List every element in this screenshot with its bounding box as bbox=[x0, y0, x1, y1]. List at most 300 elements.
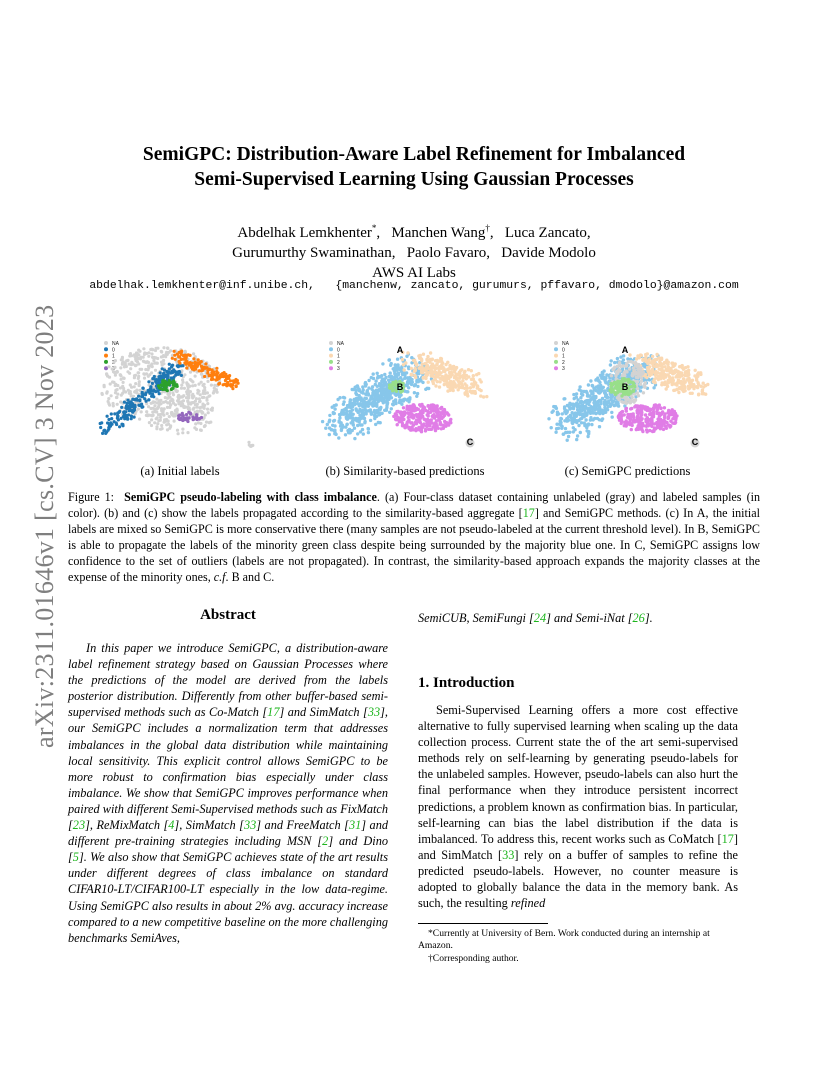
scatter-point bbox=[455, 373, 458, 376]
scatter-point bbox=[156, 416, 159, 419]
scatter-point bbox=[446, 412, 449, 415]
scatter-point bbox=[443, 420, 446, 423]
scatter-point bbox=[632, 400, 635, 403]
scatter-point bbox=[563, 407, 566, 410]
scatter-point bbox=[321, 420, 324, 423]
scatter-point bbox=[438, 380, 441, 383]
scatter-point bbox=[616, 380, 619, 383]
scatter-point bbox=[599, 389, 602, 392]
scatter-point bbox=[220, 373, 223, 376]
scatter-point bbox=[177, 397, 180, 400]
scatter-point bbox=[628, 367, 631, 370]
scatter-point bbox=[679, 386, 682, 389]
scatter-point bbox=[640, 409, 643, 412]
citation-link[interactable]: 2 bbox=[322, 834, 329, 849]
scatter-point bbox=[218, 375, 221, 378]
scatter-point bbox=[547, 417, 550, 420]
legend-swatch bbox=[554, 366, 558, 370]
scatter-point bbox=[147, 405, 150, 408]
legend-label: 1 bbox=[562, 353, 565, 360]
scatter-point bbox=[640, 354, 643, 357]
subcaption-b: (b) Similarity-based predictions bbox=[325, 464, 485, 478]
scatter-point bbox=[561, 412, 564, 415]
figure-caption-text: ] and SemiGPC methods. (c) In A, the initial labels are mixed so SemiGPC is more conservative there (many samples are not pseudo-labeled at the current threshold level). In B, SemiGPC is able to propagate the labels of the minority green class despite being surrounded by the majority blue one. In C, SemiGPC assigns low confidence to the set of outliers (labels are not propagated). In contrast, the similarity-based approach expands the majority classes at the expense of the minority ones, bbox=[68, 506, 760, 584]
scatter-point bbox=[227, 377, 230, 380]
scatter-point bbox=[347, 404, 350, 407]
citation-link[interactable]: 31 bbox=[348, 818, 362, 833]
title-line-1: SemiGPC: Distribution-Aware Label Refinement for Imbalanced bbox=[142, 144, 686, 165]
scatter-point bbox=[137, 375, 140, 378]
scatter-point bbox=[342, 396, 345, 399]
scatter-point bbox=[150, 424, 153, 427]
scatter-point bbox=[427, 360, 430, 363]
scatter-point bbox=[383, 373, 386, 376]
scatter-point bbox=[163, 369, 166, 372]
scatter-point bbox=[692, 383, 695, 386]
scatter-point bbox=[427, 381, 430, 384]
scatter-point bbox=[150, 418, 153, 421]
scatter-point bbox=[157, 419, 160, 422]
citation-link[interactable]: 17 bbox=[522, 506, 535, 520]
scatter-point bbox=[389, 393, 392, 396]
scatter-point bbox=[639, 366, 642, 369]
scatter-point bbox=[134, 382, 137, 385]
scatter-point bbox=[356, 432, 359, 435]
scatter-point bbox=[455, 366, 458, 369]
scatter-point bbox=[165, 423, 168, 426]
scatter-point bbox=[479, 389, 482, 392]
scatter-point bbox=[405, 355, 408, 358]
legend-label: NA bbox=[337, 341, 344, 347]
scatter-point bbox=[449, 380, 452, 383]
scatter-point bbox=[426, 365, 429, 368]
scatter-point bbox=[626, 413, 629, 416]
scatter-point bbox=[104, 432, 107, 435]
scatter-point bbox=[129, 367, 132, 370]
scatter-point bbox=[250, 444, 253, 447]
legend-swatch bbox=[329, 347, 333, 351]
scatter-point bbox=[187, 393, 190, 396]
scatter-point bbox=[641, 359, 644, 362]
scatter-point bbox=[150, 352, 153, 355]
scatter-point bbox=[144, 391, 147, 394]
scatter-point bbox=[594, 412, 597, 415]
scatter-point bbox=[197, 418, 200, 421]
scatter-point bbox=[339, 424, 342, 427]
scatter-point bbox=[367, 400, 370, 403]
scatter-point bbox=[378, 407, 381, 410]
scatter-point bbox=[172, 379, 175, 382]
scatter-point bbox=[370, 402, 373, 405]
scatter-point bbox=[377, 397, 380, 400]
scatter-point bbox=[678, 381, 681, 384]
scatter-point bbox=[624, 369, 627, 372]
scatter-point bbox=[186, 399, 189, 402]
scatter-point bbox=[603, 401, 606, 404]
scatter-point bbox=[423, 406, 426, 409]
scatter-point bbox=[635, 376, 638, 379]
scatter-point bbox=[115, 421, 118, 424]
authors-line-1: Abdelhak Lemkhenter*, Manchen Wang†, Luca Zancato, bbox=[237, 223, 591, 241]
legend-label: 2 bbox=[562, 359, 565, 366]
scatter-point bbox=[392, 415, 395, 418]
scatter-point bbox=[396, 366, 399, 369]
scatter-point bbox=[652, 386, 655, 389]
scatter-point bbox=[615, 403, 618, 406]
scatter-point bbox=[388, 411, 391, 414]
scatter-point bbox=[235, 385, 238, 388]
scatter-point bbox=[649, 422, 652, 425]
scatter-point bbox=[163, 379, 166, 382]
scatter-point bbox=[379, 421, 382, 424]
scatter-point bbox=[632, 389, 635, 392]
scatter-point bbox=[407, 419, 410, 422]
scatter-point bbox=[646, 429, 649, 432]
scatter-point bbox=[585, 390, 588, 393]
scatter-point bbox=[554, 431, 557, 434]
scatter-point bbox=[625, 401, 628, 404]
citation-link[interactable]: 4 bbox=[168, 818, 175, 833]
scatter-point bbox=[675, 414, 678, 417]
scatter-point bbox=[187, 386, 190, 389]
scatter-point bbox=[473, 390, 476, 393]
scatter-point bbox=[336, 398, 339, 401]
scatter-point bbox=[414, 376, 417, 379]
scatter-point bbox=[118, 425, 121, 428]
scatter-point bbox=[438, 366, 441, 369]
scatter-point bbox=[659, 407, 662, 410]
scatter-point bbox=[133, 398, 136, 401]
scatter-point bbox=[630, 428, 633, 431]
region-label-a: A bbox=[396, 345, 404, 355]
scatter-point bbox=[419, 414, 422, 417]
scatter-point bbox=[618, 397, 621, 400]
citation-link[interactable]: 24 bbox=[533, 611, 547, 625]
scatter-point bbox=[175, 412, 178, 415]
scatter-point bbox=[636, 380, 639, 383]
scatter-point bbox=[669, 410, 672, 413]
scatter-point bbox=[406, 390, 409, 393]
scatter-point bbox=[581, 393, 584, 396]
scatter-point bbox=[106, 421, 109, 424]
scatter-point bbox=[671, 372, 674, 375]
scatter-point bbox=[223, 383, 226, 386]
scatter-point bbox=[183, 387, 186, 390]
scatter-point bbox=[194, 400, 197, 403]
scatter-point bbox=[439, 371, 442, 374]
scatter-point bbox=[620, 420, 623, 423]
scatter-point bbox=[421, 362, 424, 365]
scatter-point bbox=[663, 420, 666, 423]
scatter-point bbox=[126, 370, 129, 373]
scatter-point bbox=[589, 379, 592, 382]
scatter-point bbox=[381, 380, 384, 383]
abstract-span: ] and different pre-training strategies including MSN [ bbox=[68, 818, 389, 849]
scatter-point bbox=[468, 390, 471, 393]
scatter-point bbox=[427, 412, 430, 415]
scatter-point bbox=[358, 409, 361, 412]
scatter-point bbox=[654, 373, 657, 376]
scatter-point bbox=[156, 362, 159, 365]
scatter-point bbox=[567, 415, 570, 418]
scatter-point bbox=[441, 377, 444, 380]
scatter-point bbox=[558, 423, 561, 426]
scatter-point bbox=[174, 358, 177, 361]
scatter-point bbox=[651, 355, 654, 358]
scatter-panel-c bbox=[547, 341, 709, 448]
citation-link[interactable]: 26 bbox=[632, 611, 645, 625]
scatter-point bbox=[639, 404, 642, 407]
citation-link[interactable]: 23 bbox=[72, 818, 86, 833]
scatter-point bbox=[671, 382, 674, 385]
scatter-point bbox=[675, 375, 678, 378]
scatter-point bbox=[377, 375, 380, 378]
author-wang: Manchen Wang bbox=[391, 225, 486, 241]
scatter-point bbox=[128, 401, 131, 404]
scatter-point bbox=[616, 390, 619, 393]
scatter-point bbox=[107, 365, 110, 368]
scatter-point bbox=[590, 423, 593, 426]
scatter-point bbox=[399, 411, 402, 414]
scatter-point bbox=[439, 407, 442, 410]
scatter-point bbox=[181, 378, 184, 381]
scatter-point bbox=[479, 394, 482, 397]
scatter-point bbox=[611, 415, 614, 418]
scatter-point bbox=[116, 388, 119, 391]
scatter-point bbox=[550, 426, 553, 429]
scatter-point bbox=[351, 429, 354, 432]
scatter-point bbox=[362, 432, 365, 435]
scatter-point bbox=[603, 376, 606, 379]
scatter-point bbox=[214, 373, 217, 376]
scatter-point bbox=[358, 404, 361, 407]
scatter-point bbox=[189, 390, 192, 393]
scatter-point bbox=[665, 427, 668, 430]
scatter-point bbox=[476, 385, 479, 388]
scatter-point bbox=[663, 416, 666, 419]
citation-link[interactable]: 17 bbox=[267, 705, 280, 720]
intro-span: Semi-Supervised Learning offers a more cost effective alternative to fully supervised learning when scaling up the data collection process. Current state the of the art semi-supervised methods rely on self-learning by generating pseudo-labels for the unlabeled samples. However, pseudo-labels can also hurt the final performance when they introduce persistent incorrect predictions, a problem known as confirmation bias. In particular, self-learning can bias the label distribution if the data is imbalanced. To address this, recent works such as CoMatch [ bbox=[418, 703, 738, 846]
scatter-point bbox=[575, 401, 578, 404]
scatter-point bbox=[171, 387, 174, 390]
scatter-point bbox=[120, 406, 123, 409]
scatter-point bbox=[182, 399, 185, 402]
scatter-point bbox=[192, 418, 195, 421]
scatter-point bbox=[567, 435, 570, 438]
scatter-point bbox=[447, 367, 450, 370]
abstract-span: ] and Semi-iNat [ bbox=[546, 611, 633, 625]
scatter-point bbox=[601, 409, 604, 412]
subcaption-c: (c) SemiGPC predictions bbox=[564, 464, 691, 478]
legend-swatch bbox=[554, 354, 558, 358]
scatter-point bbox=[159, 428, 162, 431]
scatter-point bbox=[324, 427, 327, 430]
scatter-point bbox=[168, 363, 171, 366]
scatter-point bbox=[660, 373, 663, 376]
scatter-point bbox=[646, 359, 649, 362]
scatter-point bbox=[683, 380, 686, 383]
scatter-point bbox=[181, 428, 184, 431]
region-label-a: A bbox=[621, 345, 629, 355]
scatter-point bbox=[110, 417, 113, 420]
scatter-point bbox=[583, 407, 586, 410]
scatter-point bbox=[598, 399, 601, 402]
scatter-point bbox=[196, 389, 199, 392]
scatter-point bbox=[154, 369, 157, 372]
scatter-point bbox=[186, 431, 189, 434]
scatter-point bbox=[636, 415, 639, 418]
scatter-point bbox=[208, 368, 211, 371]
scatter-point bbox=[381, 362, 384, 365]
scatter-point bbox=[178, 370, 181, 373]
scatter-point bbox=[459, 375, 462, 378]
scatter-point bbox=[130, 394, 133, 397]
scatter-point bbox=[425, 425, 428, 428]
scatter-point bbox=[363, 397, 366, 400]
scatter-point bbox=[206, 402, 209, 405]
scatter-point bbox=[586, 435, 589, 438]
scatter-point bbox=[651, 369, 654, 372]
scatter-point bbox=[604, 392, 607, 395]
scatter-point bbox=[610, 359, 613, 362]
citation-link[interactable]: 5 bbox=[72, 850, 79, 865]
scatter-point bbox=[452, 389, 455, 392]
scatter-point bbox=[177, 355, 180, 358]
scatter-point bbox=[147, 351, 150, 354]
abstract-span: ]. bbox=[644, 611, 653, 625]
scatter-point bbox=[151, 377, 154, 380]
scatter-point bbox=[473, 380, 476, 383]
legend-swatch bbox=[329, 354, 333, 358]
scatter-point bbox=[162, 401, 165, 404]
scatter-point bbox=[121, 362, 124, 365]
scatter-point bbox=[394, 400, 397, 403]
scatter-point bbox=[449, 419, 452, 422]
scatter-point bbox=[424, 428, 427, 431]
scatter-point bbox=[395, 415, 398, 418]
figure-caption-label: Figure 1: bbox=[68, 490, 115, 504]
scatter-point bbox=[663, 406, 666, 409]
scatter-point bbox=[149, 364, 152, 367]
scatter-point bbox=[609, 363, 612, 366]
abstract-span: In this paper we introduce SemiGPC, a distribution-aware label refinement strategy based on Gaussian Processes where the predictions of the model are derived from the labels posterior distribution. Differently from other buffer-based semi-supervised methods such as Co-Match [ bbox=[68, 641, 388, 720]
scatter-point bbox=[140, 403, 143, 406]
scatter-point bbox=[169, 396, 172, 399]
scatter-point bbox=[420, 371, 423, 374]
scatter-point bbox=[192, 357, 195, 360]
scatter-point bbox=[348, 431, 351, 434]
scatter-point bbox=[572, 393, 575, 396]
scatter-point bbox=[369, 396, 372, 399]
scatter-point bbox=[146, 414, 149, 417]
citation-link[interactable]: 33 bbox=[367, 705, 381, 720]
scatter-point bbox=[210, 378, 213, 381]
scatter-point bbox=[367, 431, 370, 434]
citation-link[interactable]: 33 bbox=[502, 847, 515, 862]
authors-line-2: Gurumurthy Swaminathan, Paolo Favaro, Davide Modolo bbox=[232, 245, 596, 261]
scatter-point bbox=[159, 387, 162, 390]
scatter-point bbox=[582, 414, 585, 417]
scatter-point bbox=[138, 418, 141, 421]
scatter-point bbox=[119, 366, 122, 369]
scatter-point bbox=[671, 421, 674, 424]
scatter-point bbox=[180, 403, 183, 406]
scatter-point bbox=[151, 382, 154, 385]
scatter-point bbox=[147, 375, 150, 378]
legend-swatch bbox=[554, 341, 558, 345]
scatter-point bbox=[434, 405, 437, 408]
scatter-point bbox=[172, 376, 175, 379]
scatter-point bbox=[635, 357, 638, 360]
scatter-point bbox=[132, 363, 135, 366]
scatter-point bbox=[629, 399, 632, 402]
scatter-point bbox=[198, 397, 201, 400]
abstract-span: ]. We also show that SemiGPC achieves state of the art results under different degrees of class imbalance on standard CIFAR10-LT/CIFAR100-LT especially in the low data-regime. Using SemiGPC also results in about 2% avg. accuracy increase compared to a new competitive baseline on the more challenging benchmarks SemiAves, bbox=[68, 850, 388, 945]
scatter-point bbox=[170, 370, 173, 373]
citation-link[interactable]: 17 bbox=[721, 831, 734, 846]
scatter-point bbox=[237, 382, 240, 385]
scatter-point bbox=[124, 362, 127, 365]
scatter-point bbox=[351, 388, 354, 391]
scatter-point bbox=[183, 417, 186, 420]
scatter-point bbox=[185, 361, 188, 364]
scatter-point bbox=[429, 368, 432, 371]
scatter-point bbox=[107, 429, 110, 432]
scatter-point bbox=[682, 377, 685, 380]
scatter-point bbox=[123, 417, 126, 420]
citation-link[interactable]: 33 bbox=[243, 818, 257, 833]
scatter-point bbox=[130, 354, 133, 357]
scatter-point bbox=[631, 374, 634, 377]
scatter-point bbox=[208, 421, 211, 424]
scatter-point bbox=[684, 366, 687, 369]
scatter-point bbox=[176, 364, 179, 367]
scatter-point bbox=[106, 415, 109, 418]
scatter-point bbox=[142, 356, 145, 359]
scatter-point bbox=[602, 369, 605, 372]
scatter-point bbox=[636, 404, 639, 407]
scatter-point bbox=[168, 415, 171, 418]
scatter-point bbox=[399, 393, 402, 396]
scatter-point bbox=[231, 387, 234, 390]
authors-block bbox=[60, 218, 768, 283]
scatter-point bbox=[645, 376, 648, 379]
scatter-point bbox=[173, 420, 176, 423]
scatter-point bbox=[180, 384, 183, 387]
scatter-point bbox=[138, 380, 141, 383]
scatter-point bbox=[680, 372, 683, 375]
scatter-point bbox=[595, 405, 598, 408]
scatter-point bbox=[449, 389, 452, 392]
legend-label: NA bbox=[112, 341, 119, 347]
scatter-point bbox=[171, 364, 174, 367]
region-label-c: C bbox=[691, 437, 699, 447]
scatter-point bbox=[442, 424, 445, 427]
scatter-point bbox=[206, 380, 209, 383]
scatter-point bbox=[346, 418, 349, 421]
scatter-point bbox=[143, 351, 146, 354]
scatter-point bbox=[150, 348, 153, 351]
scatter-point bbox=[613, 361, 616, 364]
scatter-point bbox=[328, 414, 331, 417]
scatter-point bbox=[580, 389, 583, 392]
scatter-point bbox=[394, 375, 397, 378]
scatter-point bbox=[185, 381, 188, 384]
scatter-point bbox=[434, 371, 437, 374]
scatter-point bbox=[407, 379, 410, 382]
scatter-point bbox=[463, 387, 466, 390]
scatter-point bbox=[121, 385, 124, 388]
